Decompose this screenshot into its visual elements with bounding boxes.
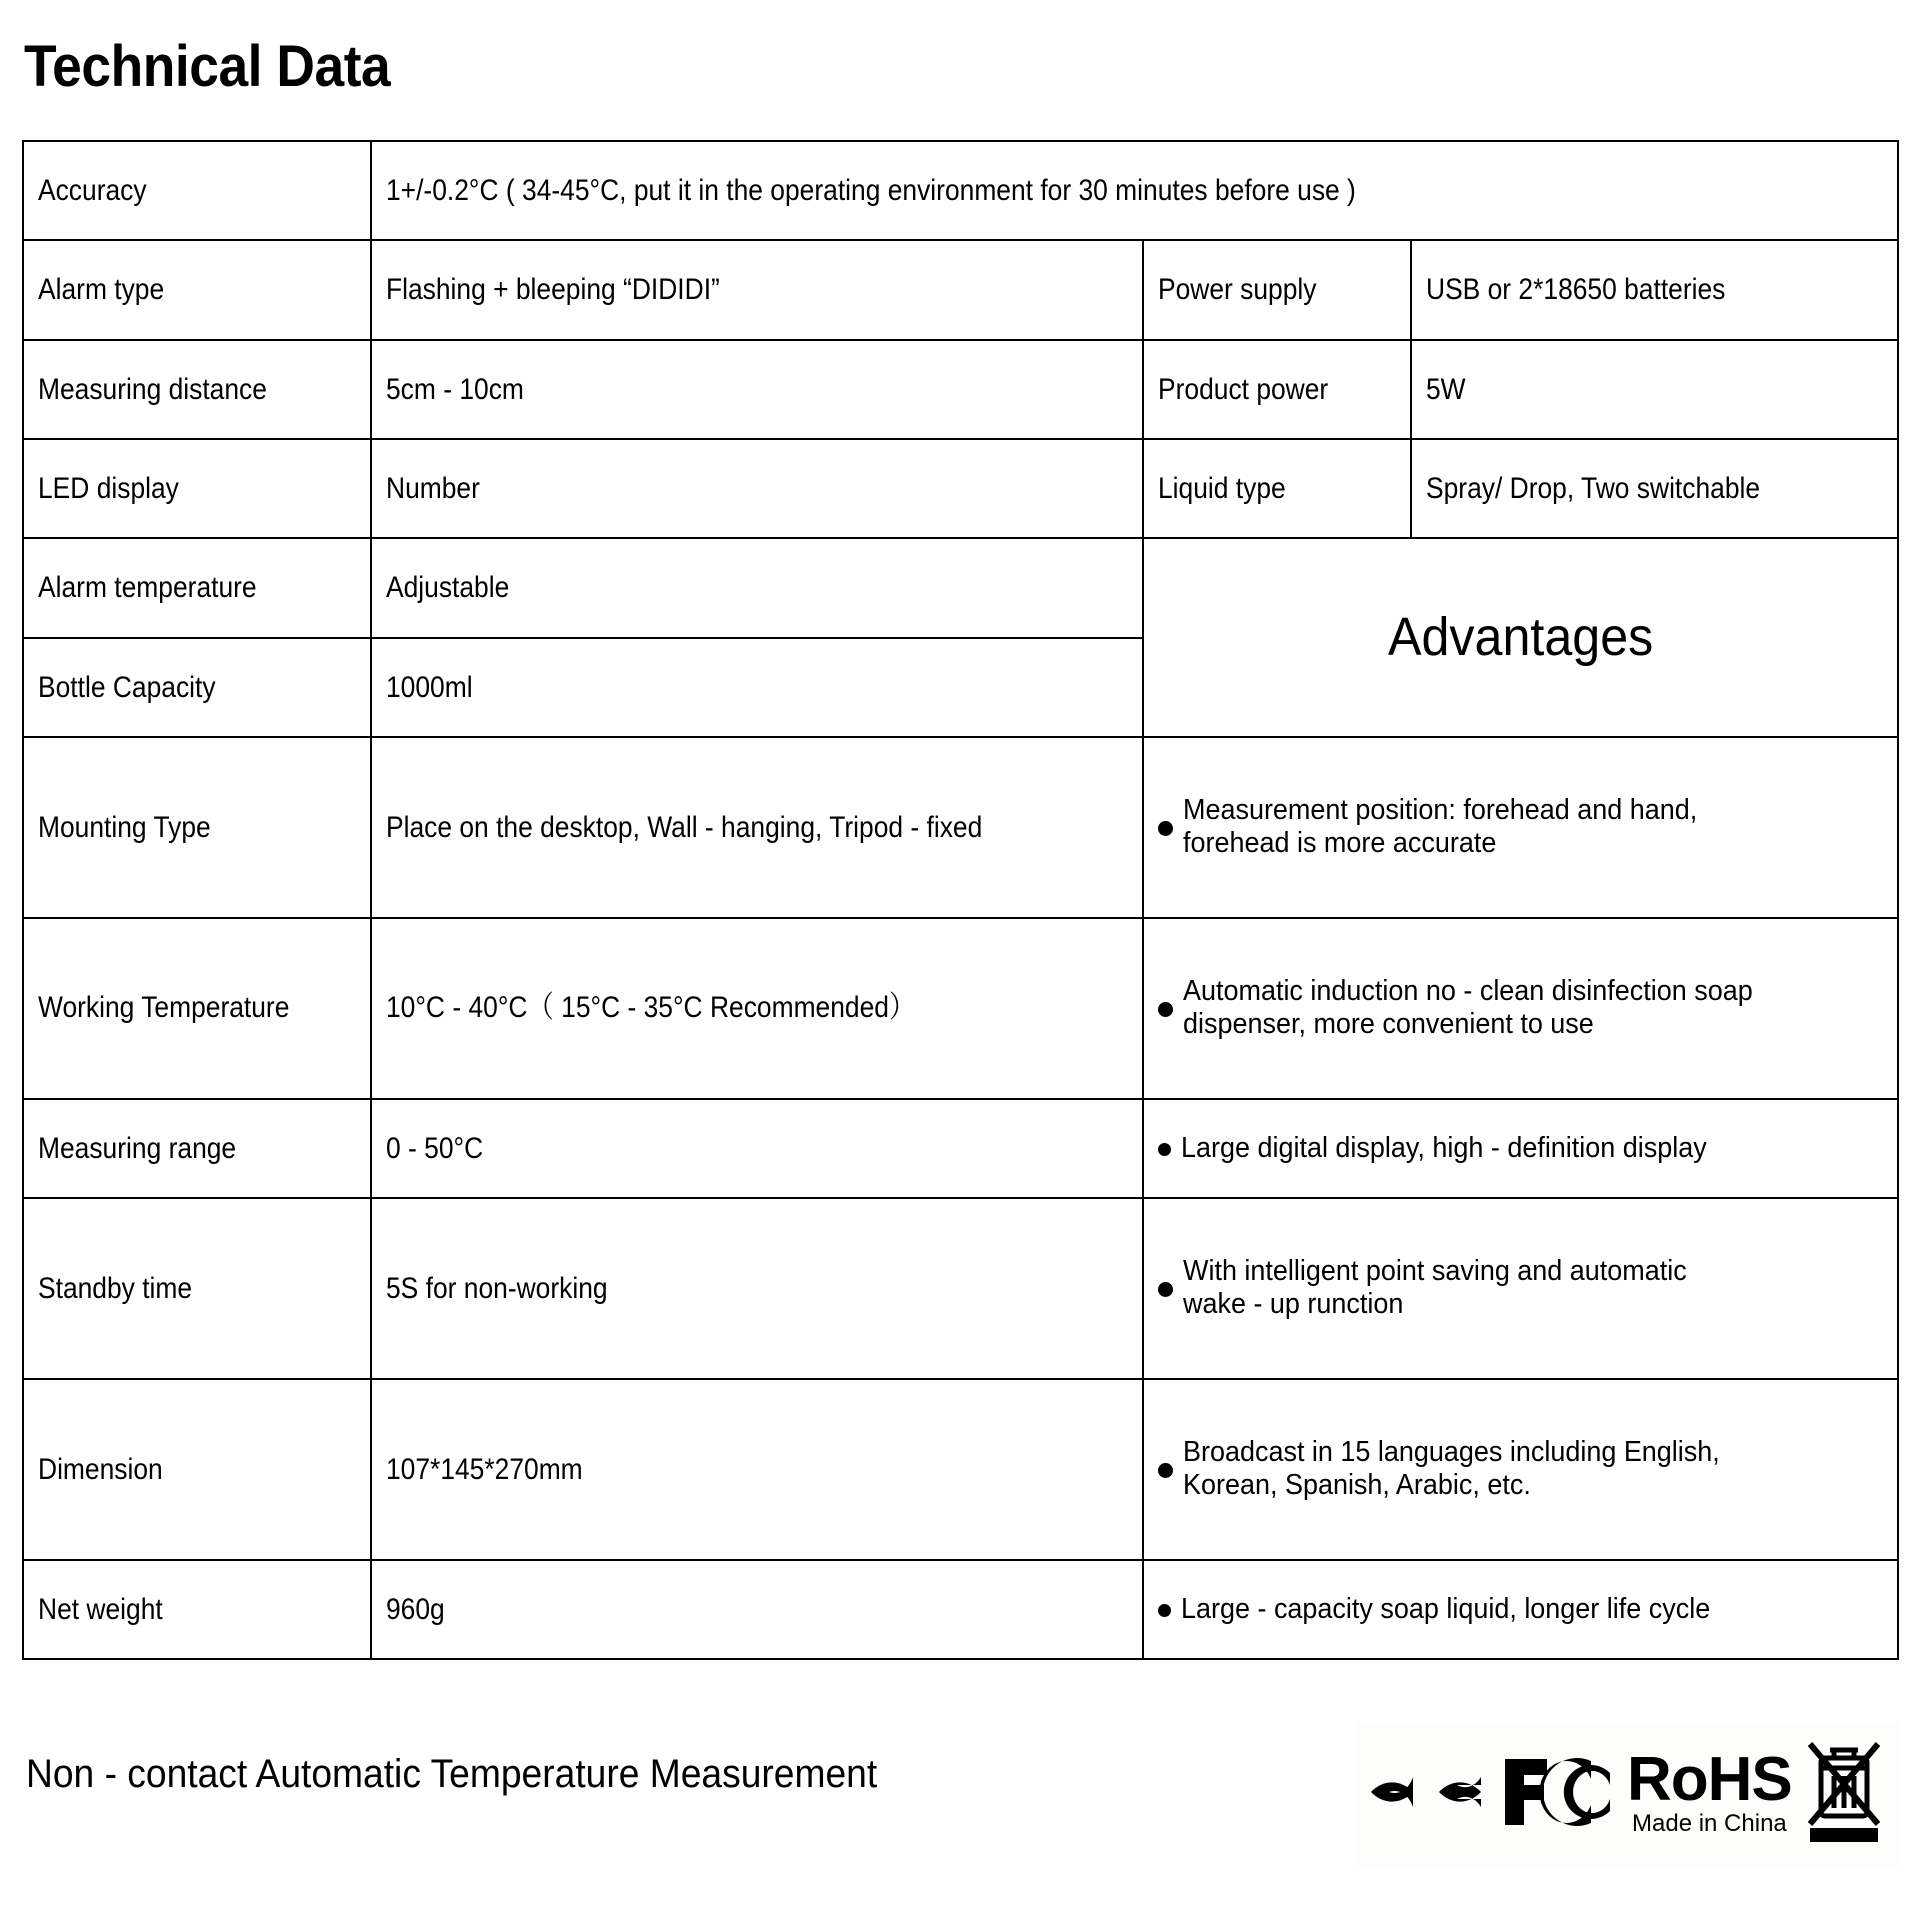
row-value: 0 - 50°C bbox=[386, 1131, 484, 1165]
row-label: Bottle Capacity bbox=[38, 670, 216, 704]
advantage-item bbox=[1143, 1560, 1898, 1659]
table-row bbox=[23, 240, 1898, 339]
row-label-cell bbox=[23, 439, 371, 538]
advantage-text-line2: forehead is more accurate bbox=[1183, 827, 1497, 860]
row-right-label-cell bbox=[1143, 340, 1411, 439]
row-value: 5cm - 10cm bbox=[386, 372, 524, 406]
table-row bbox=[23, 737, 1898, 918]
row-value-cell bbox=[371, 141, 1898, 240]
advantage-item bbox=[1143, 1379, 1898, 1560]
row-right-value-cell bbox=[1411, 240, 1898, 339]
row-label-cell bbox=[23, 141, 371, 240]
ce-mark-icon bbox=[1369, 1753, 1487, 1836]
row-right-label: Product power bbox=[1158, 372, 1329, 406]
advantage-item bbox=[1143, 1099, 1898, 1198]
rohs-mark bbox=[1627, 1745, 1792, 1838]
row-right-label-cell bbox=[1143, 439, 1411, 538]
advantage-text-line1: Large digital display, high - definition display bbox=[1181, 1131, 1707, 1164]
bullet-icon bbox=[1158, 1463, 1173, 1478]
row-right-label: Power supply bbox=[1158, 273, 1317, 307]
row-right-label-cell bbox=[1143, 240, 1411, 339]
table-row bbox=[23, 1560, 1898, 1659]
row-right-value: USB or 2*18650 batteries bbox=[1426, 273, 1726, 307]
row-value-cell bbox=[371, 638, 1143, 737]
advantages-heading: Advantages bbox=[1387, 606, 1654, 667]
advantage-text-line1: Large - capacity soap liquid, longer life cycle bbox=[1181, 1592, 1711, 1625]
row-value-cell bbox=[371, 918, 1143, 1099]
row-value: Flashing + bleeping “DIDIDI” bbox=[386, 273, 720, 307]
row-label: Alarm type bbox=[38, 273, 165, 307]
row-value-cell bbox=[371, 1099, 1143, 1198]
row-label: Mounting Type bbox=[38, 810, 211, 844]
row-value-cell bbox=[371, 1198, 1143, 1379]
row-label-cell bbox=[23, 1198, 371, 1379]
row-value: 960g bbox=[386, 1592, 445, 1626]
row-value-cell bbox=[371, 538, 1143, 637]
advantage-text-line1: Measurement position: forehead and hand, bbox=[1183, 794, 1698, 827]
advantage-text-line1: With intelligent point saving and automatic bbox=[1183, 1255, 1687, 1288]
row-right-label: Liquid type bbox=[1158, 471, 1286, 505]
row-label-cell bbox=[23, 538, 371, 637]
bullet-icon bbox=[1158, 1604, 1171, 1617]
row-label-cell bbox=[23, 1560, 371, 1659]
row-value: 5S for non-working bbox=[386, 1271, 608, 1305]
row-label: Measuring distance bbox=[38, 372, 267, 406]
row-label-cell bbox=[23, 918, 371, 1099]
row-value: 107*145*270mm bbox=[386, 1452, 583, 1486]
made-in-label: Made in China bbox=[1632, 1810, 1787, 1838]
row-right-value-cell bbox=[1411, 439, 1898, 538]
row-label-cell bbox=[23, 1099, 371, 1198]
row-right-value: 5W bbox=[1426, 372, 1466, 406]
advantage-text-line2: Korean, Spanish, Arabic, etc. bbox=[1183, 1469, 1531, 1502]
row-label-cell bbox=[23, 240, 371, 339]
table-row bbox=[23, 538, 1898, 637]
weee-crossed-bin-icon bbox=[1804, 1738, 1884, 1851]
certification-logos bbox=[1355, 1722, 1900, 1867]
row-value: 1+/-0.2°C ( 34-45°C, put it in the operating environment for 30 minutes before use ) bbox=[386, 173, 1356, 207]
bullet-icon bbox=[1158, 1143, 1171, 1156]
row-label: Standby time bbox=[38, 1271, 193, 1305]
table-row bbox=[23, 918, 1898, 1099]
row-value: Place on the desktop, Wall - hanging, Tripod - fixed bbox=[386, 810, 983, 844]
row-value-cell bbox=[371, 1560, 1143, 1659]
bullet-icon bbox=[1158, 1002, 1173, 1017]
table-row bbox=[23, 1099, 1898, 1198]
advantage-text-line1: Broadcast in 15 languages including English, bbox=[1183, 1436, 1720, 1469]
row-label: Alarm temperature bbox=[38, 571, 257, 605]
row-label: Measuring range bbox=[38, 1131, 237, 1165]
bullet-icon bbox=[1158, 821, 1173, 836]
row-label: LED display bbox=[38, 471, 179, 505]
advantage-item bbox=[1143, 1198, 1898, 1379]
advantage-text-line2: wake - up runction bbox=[1183, 1288, 1404, 1321]
advantage-item bbox=[1143, 737, 1898, 918]
row-label-cell bbox=[23, 638, 371, 737]
row-label: Working Temperature bbox=[38, 991, 290, 1025]
row-label-cell bbox=[23, 340, 371, 439]
row-value-cell bbox=[371, 240, 1143, 339]
row-value-cell bbox=[371, 439, 1143, 538]
row-value-cell bbox=[371, 1379, 1143, 1560]
row-label-cell bbox=[23, 737, 371, 918]
table-row bbox=[23, 340, 1898, 439]
advantages-heading-cell bbox=[1143, 538, 1898, 737]
advantage-text-line1: Automatic induction no - clean disinfection soap bbox=[1183, 975, 1753, 1008]
row-label-cell bbox=[23, 1379, 371, 1560]
bullet-icon bbox=[1158, 1282, 1173, 1297]
fcc-mark-icon bbox=[1503, 1755, 1613, 1834]
page-title: Technical Data bbox=[24, 34, 391, 99]
row-right-value-cell bbox=[1411, 340, 1898, 439]
rohs-label: RoHS bbox=[1627, 1745, 1792, 1815]
table-row bbox=[23, 1379, 1898, 1560]
row-label: Dimension bbox=[38, 1452, 163, 1486]
row-value-cell bbox=[371, 340, 1143, 439]
row-value: 10°C - 40°C（ 15°C - 35°C Recommended） bbox=[386, 991, 916, 1025]
specifications-table bbox=[22, 140, 1899, 1660]
row-label: Accuracy bbox=[38, 173, 147, 207]
row-value-cell bbox=[371, 737, 1143, 918]
footer-tagline: Non - contact Automatic Temperature Measurement bbox=[26, 1752, 878, 1796]
row-value: Number bbox=[386, 471, 480, 505]
row-value: Adjustable bbox=[386, 571, 510, 605]
table-row bbox=[23, 141, 1898, 240]
advantage-item bbox=[1143, 918, 1898, 1099]
table-row bbox=[23, 1198, 1898, 1379]
advantage-text-line2: dispenser, more convenient to use bbox=[1183, 1008, 1594, 1041]
table-row bbox=[23, 439, 1898, 538]
row-label: Net weight bbox=[38, 1592, 163, 1626]
row-right-value: Spray/ Drop, Two switchable bbox=[1426, 471, 1761, 505]
row-value: 1000ml bbox=[386, 670, 473, 704]
